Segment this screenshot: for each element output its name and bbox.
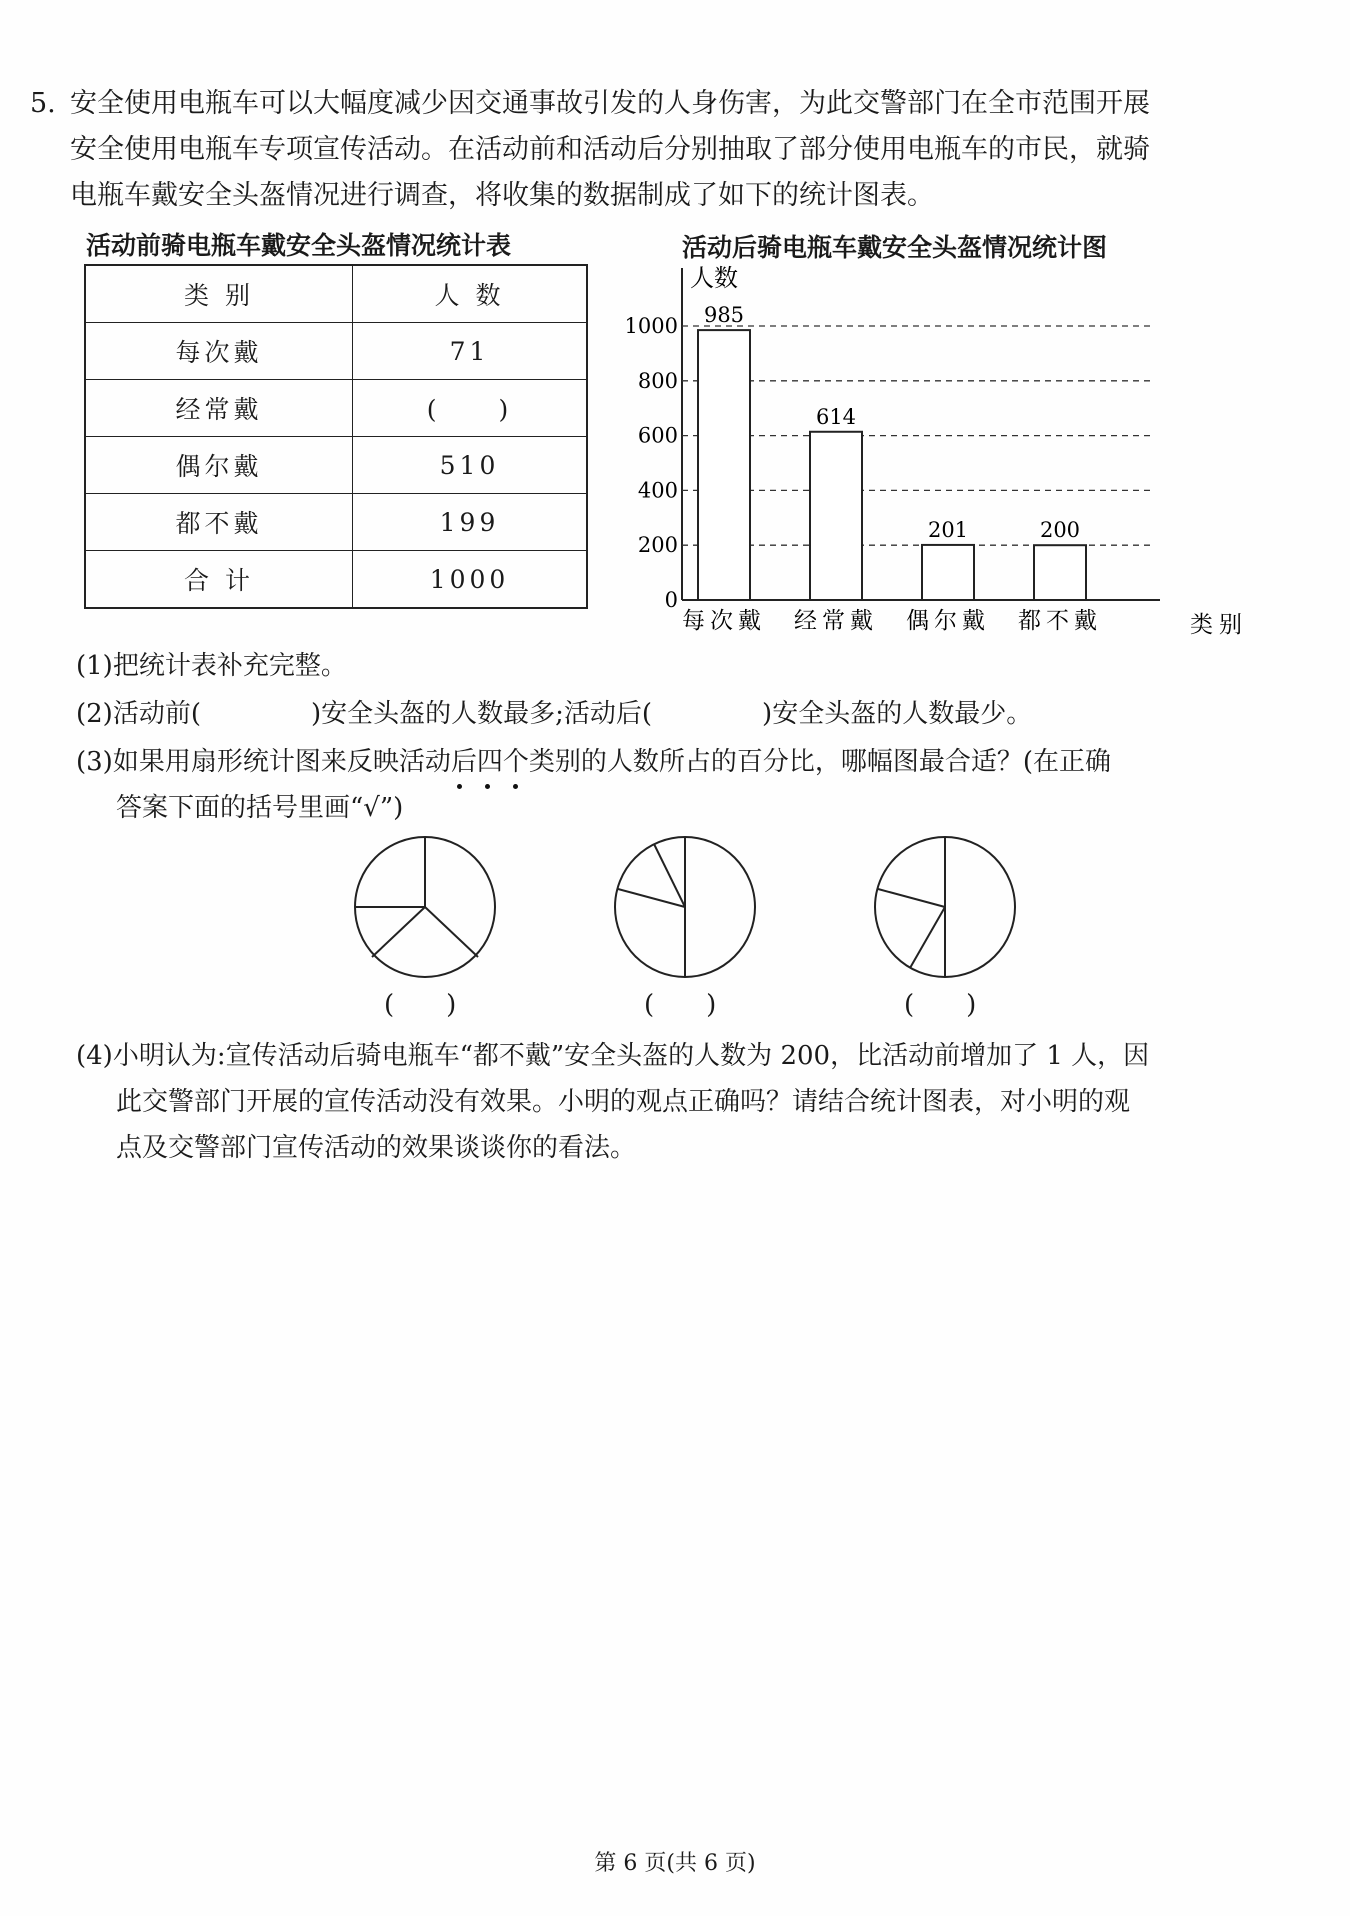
emphasis-dot bbox=[457, 784, 462, 789]
page-footer: 第 6 页(共 6 页) bbox=[594, 1851, 756, 1876]
table-cell: 510 bbox=[353, 437, 588, 494]
table-row bbox=[85, 323, 587, 380]
chart-title: 活动后骑电瓶车戴安全头盔情况统计图 bbox=[682, 233, 1108, 262]
stats-table bbox=[84, 264, 588, 609]
table-header-row bbox=[85, 265, 587, 323]
x-axis-label: 类别 bbox=[1190, 612, 1248, 638]
pie-answer-paren-3[interactable]: ( ) bbox=[904, 990, 977, 1020]
subquestion-4-line-3: 点及交警部门宣传活动的效果谈谈你的看法。 bbox=[116, 1133, 637, 1163]
bar-value-label: 201 bbox=[927, 517, 969, 542]
table-cell: 每次戴 bbox=[85, 323, 353, 380]
y-tick-label: 600 bbox=[637, 423, 678, 448]
x-tick-label: 都不戴 bbox=[1018, 608, 1102, 634]
question-line-1: 安全使用电瓶车可以大幅度减少因交通事故引发的人身伤害，为此交警部门在全市范围开展 bbox=[70, 88, 1150, 119]
table-title: 活动前骑电瓶车戴安全头盔情况统计表 bbox=[86, 231, 512, 260]
table-cell-blank[interactable]: ( ) bbox=[353, 380, 588, 437]
table-header-category: 类 别 bbox=[85, 265, 353, 323]
pie-answer-paren-1[interactable]: ( ) bbox=[384, 990, 457, 1020]
x-tick-label: 经常戴 bbox=[794, 608, 878, 634]
pie-chart-icon bbox=[870, 832, 1020, 982]
question-number: 5. bbox=[30, 88, 56, 119]
bar bbox=[922, 545, 974, 600]
bar bbox=[1034, 545, 1086, 600]
y-tick-label: 1000 bbox=[624, 314, 678, 338]
table-cell: 199 bbox=[353, 494, 588, 551]
pie-chart-icon bbox=[350, 832, 500, 982]
x-tick-label: 偶尔戴 bbox=[906, 608, 990, 634]
question-line-3: 电瓶车戴安全头盔情况进行调查，将收集的数据制成了如下的统计图表。 bbox=[70, 180, 934, 211]
bar-value-label: 200 bbox=[1039, 518, 1081, 543]
pie-option-3[interactable] bbox=[870, 832, 1020, 986]
table-cell: 合 计 bbox=[85, 551, 353, 609]
table-row bbox=[85, 494, 587, 551]
emphasis-dot bbox=[513, 784, 518, 789]
y-tick-label: 0 bbox=[664, 588, 678, 612]
table-header-count: 人 数 bbox=[353, 265, 588, 323]
table-cell: 1000 bbox=[353, 551, 588, 609]
x-tick-label: 每次戴 bbox=[682, 608, 766, 634]
y-tick-label: 400 bbox=[637, 478, 678, 503]
bar-value-label: 614 bbox=[815, 404, 857, 429]
subquestion-1: (1)把统计表补充完整。 bbox=[76, 651, 347, 681]
bar bbox=[698, 330, 750, 600]
table-row bbox=[85, 437, 587, 494]
subquestion-3-line-2: 答案下面的括号里画“√”) bbox=[116, 793, 404, 823]
y-axis-label: 人数 bbox=[690, 264, 738, 292]
table-cell: 经常戴 bbox=[85, 380, 353, 437]
subquestion-2-part-b: )安全头盔的人数最多;活动后( bbox=[310, 699, 653, 729]
subquestion-4-line-1: (4)小明认为:宣传活动后骑电瓶车“都不戴”安全头盔的人数为 200，比活动前增加了 1 人，因 bbox=[76, 1041, 1150, 1071]
question-line-2: 安全使用电瓶车专项宣传活动。在活动前和活动后分别抽取了部分使用电瓶车的市民，就骑 bbox=[70, 134, 1150, 165]
table-cell: 71 bbox=[353, 323, 588, 380]
y-tick-label: 200 bbox=[637, 533, 678, 558]
emphasis-dot bbox=[485, 784, 490, 789]
table-cell: 都不戴 bbox=[85, 494, 353, 551]
table-cell: 偶尔戴 bbox=[85, 437, 353, 494]
pie-option-1[interactable] bbox=[350, 832, 500, 986]
subquestion-4-line-2: 此交警部门开展的宣传活动没有效果。小明的观点正确吗？请结合统计图表，对小明的观 bbox=[116, 1087, 1131, 1117]
subquestion-2-part-c: )安全头盔的人数最少。 bbox=[762, 699, 1033, 729]
table-row bbox=[85, 551, 587, 609]
bar bbox=[810, 432, 862, 600]
subquestion-2-part-a: (2)活动前( bbox=[76, 699, 201, 729]
pie-answer-paren-2[interactable]: ( ) bbox=[644, 990, 717, 1020]
pie-chart-icon bbox=[610, 832, 760, 982]
subquestion-2 bbox=[76, 696, 1032, 732]
pie-option-2[interactable] bbox=[610, 832, 760, 986]
table-row bbox=[85, 380, 587, 437]
subquestion-3-line-1: (3)如果用扇形统计图来反映活动后四个类别的人数所占的百分比，哪幅图最合适？(在正确 bbox=[76, 747, 1111, 777]
bar-chart bbox=[600, 256, 1260, 656]
bar-value-label: 985 bbox=[703, 303, 745, 328]
y-tick-label: 800 bbox=[637, 368, 678, 393]
